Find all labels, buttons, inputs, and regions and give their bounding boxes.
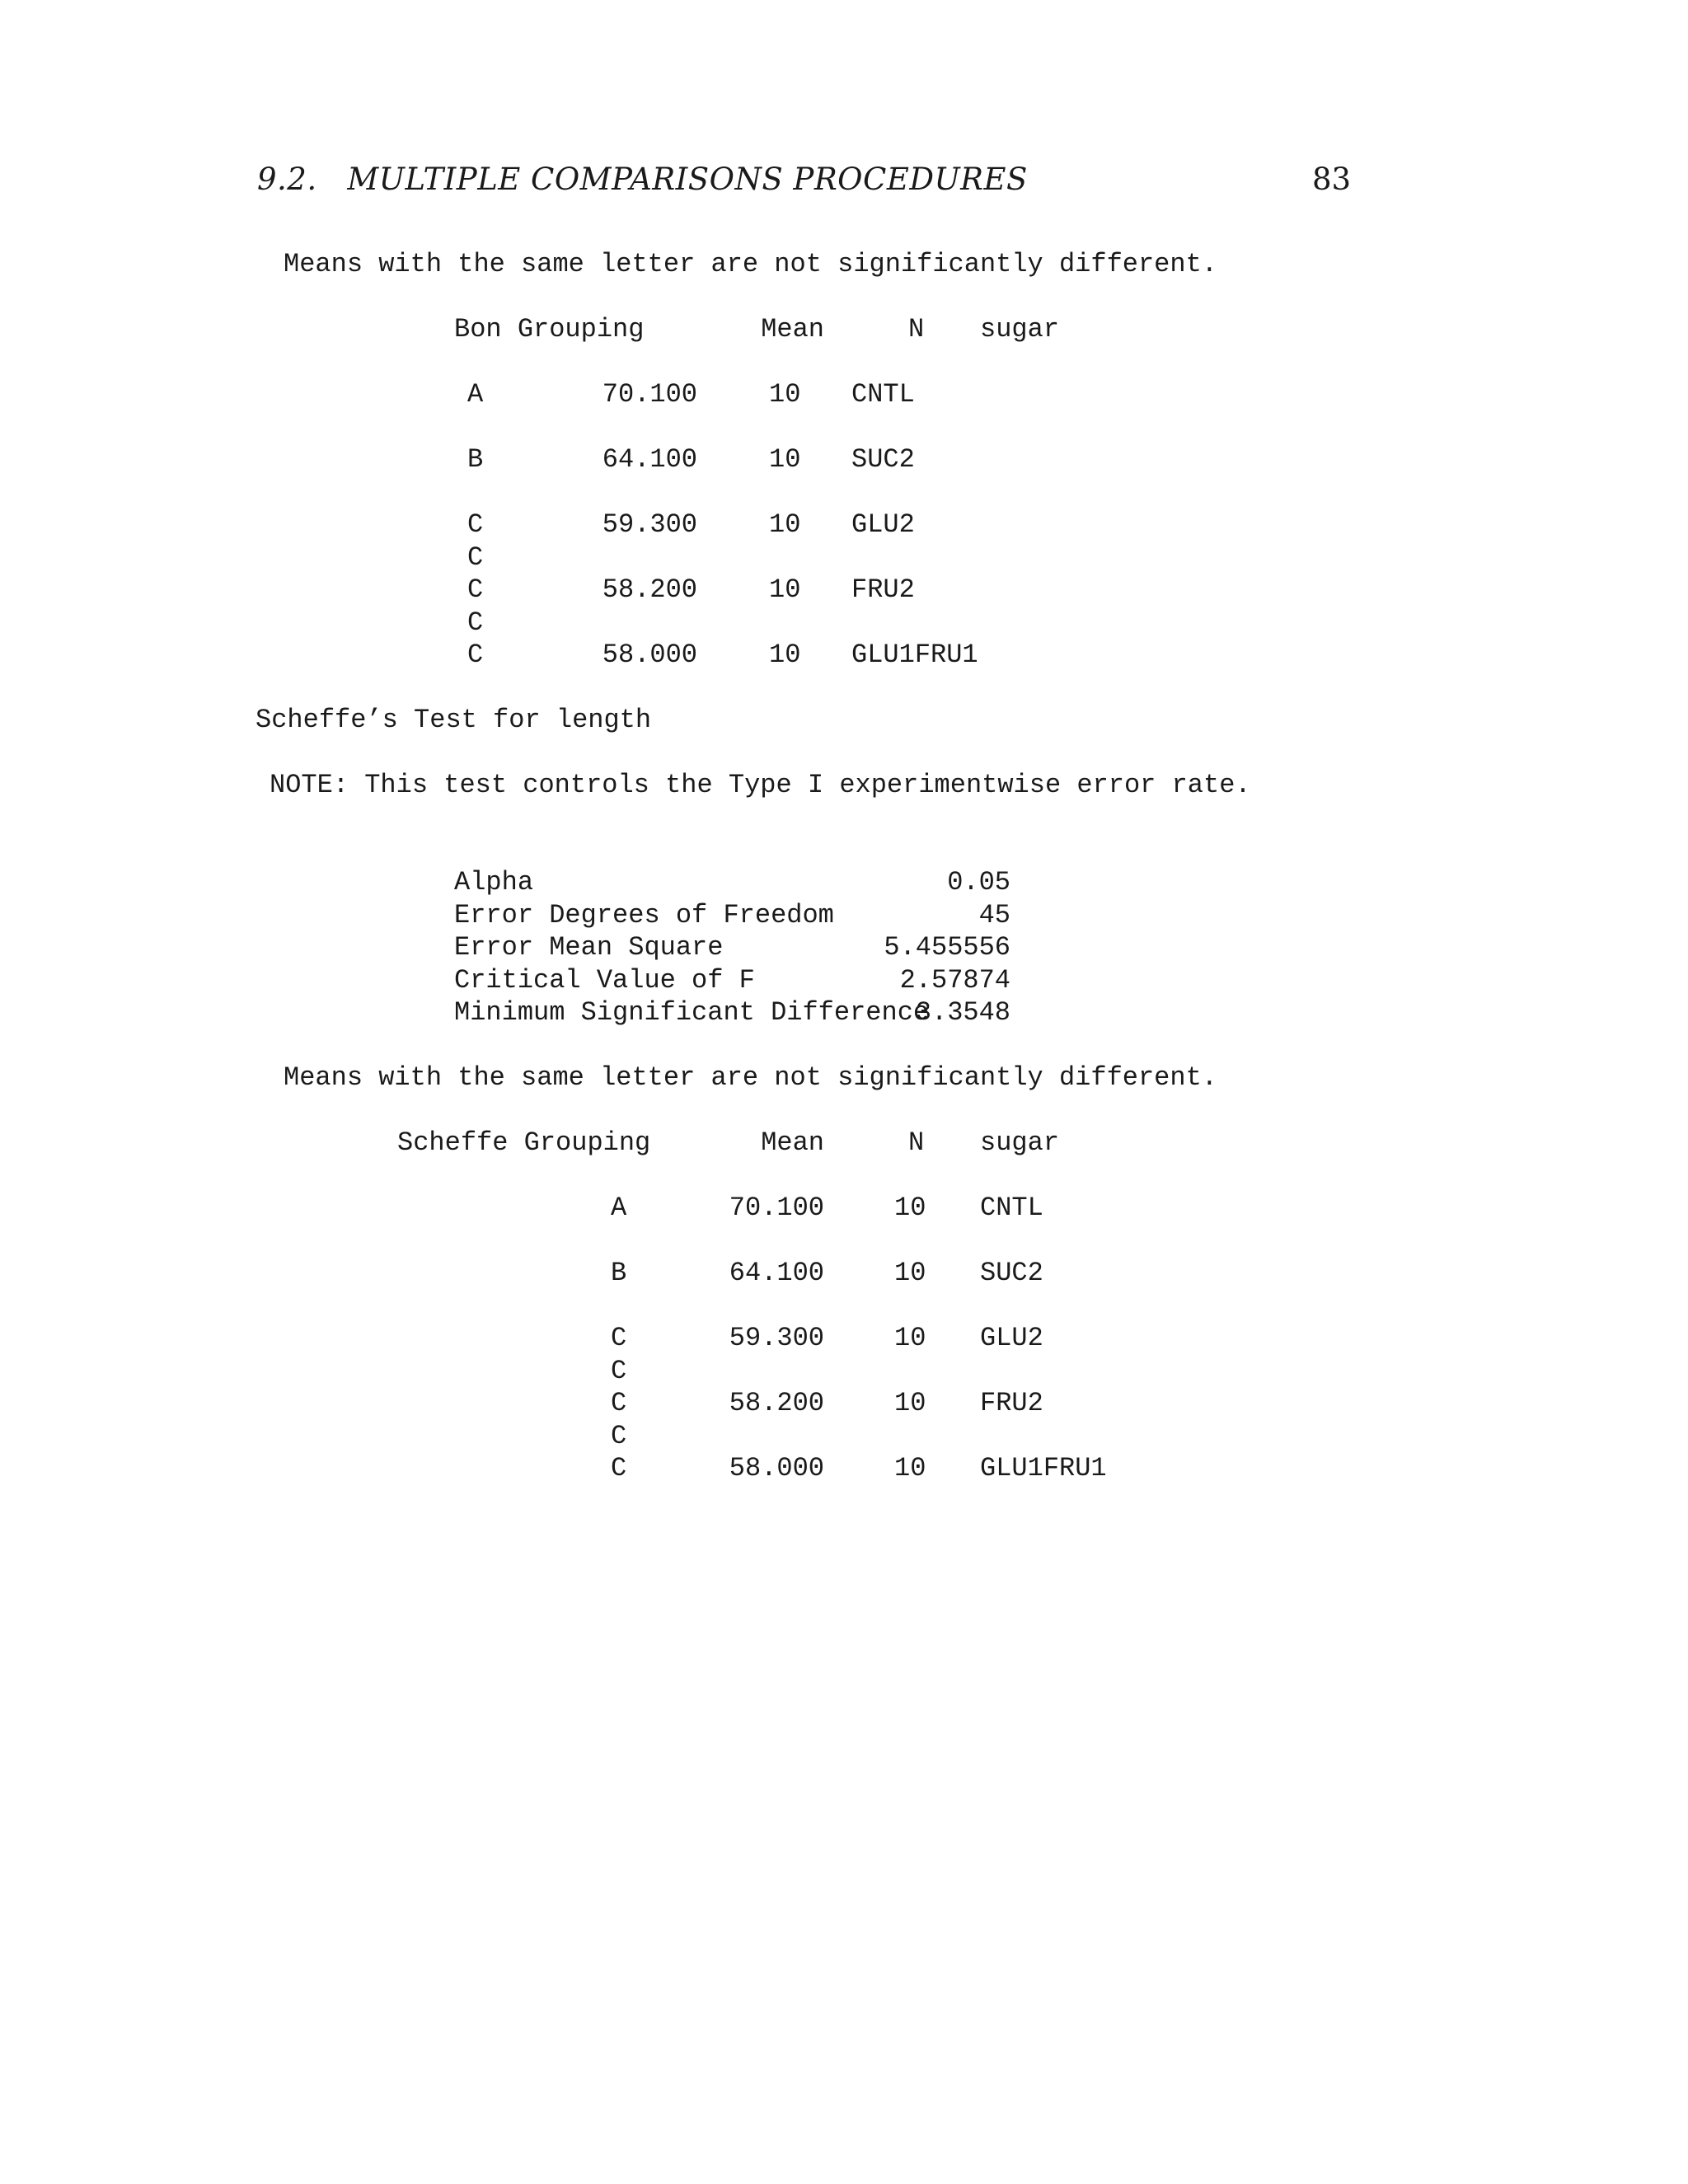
- bon-row-sugar: CNTL: [851, 379, 915, 410]
- stat-value: 3.3548: [915, 997, 1010, 1028]
- bon-row-sugar: GLU1FRU1: [851, 640, 978, 670]
- stat-value: 45: [978, 900, 1010, 930]
- stat-value: 5.455556: [884, 932, 1010, 963]
- bon-row-group: C: [467, 574, 484, 605]
- scheffe-row-n: 10: [894, 1258, 926, 1288]
- bon-row-group: C: [467, 607, 484, 638]
- scheffe-row-mean: 59.300: [729, 1323, 824, 1353]
- stat-label: Critical Value of F: [454, 965, 755, 996]
- scheffe-row-n: 10: [894, 1388, 926, 1418]
- bon-col-sugar: sugar: [980, 314, 1060, 344]
- scheffe-col-mean: Mean: [761, 1127, 824, 1158]
- bon-row-group: C: [467, 542, 484, 573]
- running-header-title: 9.2. MULTIPLE COMPARISONS PROCEDURES: [257, 162, 1028, 197]
- scheffe-row-sugar: GLU2: [980, 1323, 1043, 1353]
- bon-row-group: B: [467, 444, 484, 475]
- scheffe-row-mean: 70.100: [729, 1193, 824, 1223]
- bon-row-group: C: [467, 509, 484, 540]
- scheffe-row-n: 10: [894, 1453, 926, 1483]
- scheffe-row-group: A: [611, 1193, 627, 1223]
- bon-row-n: 10: [769, 444, 801, 475]
- bon-row-n: 10: [769, 574, 801, 605]
- bon-row-mean: 59.300: [602, 509, 697, 540]
- scheffe-heading: Scheffe’s Test for length: [256, 705, 652, 735]
- scheffe-row-group: C: [611, 1421, 627, 1451]
- scheffe-row-sugar: FRU2: [980, 1388, 1043, 1418]
- scheffe-col-sugar: sugar: [980, 1127, 1060, 1158]
- scheffe-row-mean: 58.000: [729, 1453, 824, 1483]
- bon-row-mean: 58.000: [602, 640, 697, 670]
- scheffe-row-mean: 64.100: [729, 1258, 824, 1288]
- scheffe-row-group: C: [611, 1388, 627, 1418]
- scheffe-row-group: C: [611, 1453, 627, 1483]
- bon-means-note: Means with the same letter are not significantly different.: [284, 249, 1217, 279]
- stat-value: 0.05: [947, 867, 1010, 898]
- bon-row-group: A: [467, 379, 484, 410]
- scheffe-col-n: N: [908, 1127, 925, 1158]
- stat-label: Minimum Significant Difference: [454, 997, 930, 1028]
- bon-col-mean: Mean: [761, 314, 824, 344]
- bon-row-mean: 70.100: [602, 379, 697, 410]
- scheffe-row-group: C: [611, 1356, 627, 1386]
- scheffe-note: NOTE: This test controls the Type I experimentwise error rate.: [270, 770, 1251, 800]
- bon-col-n: N: [908, 314, 925, 344]
- bon-row-mean: 64.100: [602, 444, 697, 475]
- bon-row-n: 10: [769, 379, 801, 410]
- scheffe-row-mean: 58.200: [729, 1388, 824, 1418]
- scheffe-row-sugar: CNTL: [980, 1193, 1043, 1223]
- stat-value: 2.57874: [899, 965, 1010, 996]
- scheffe-row-group: C: [611, 1323, 627, 1353]
- bon-row-sugar: FRU2: [851, 574, 915, 605]
- scheffe-row-group: B: [611, 1258, 627, 1288]
- bon-row-group: C: [467, 640, 484, 670]
- scheffe-row-sugar: GLU1FRU1: [980, 1453, 1107, 1483]
- scheffe-row-sugar: SUC2: [980, 1258, 1043, 1288]
- scheffe-row-n: 10: [894, 1323, 926, 1353]
- scheffe-row-n: 10: [894, 1193, 926, 1223]
- bon-row-n: 10: [769, 640, 801, 670]
- stat-label: Error Degrees of Freedom: [454, 900, 834, 930]
- page-number: 83: [1312, 162, 1352, 197]
- bon-row-sugar: SUC2: [851, 444, 915, 475]
- bon-row-mean: 58.200: [602, 574, 697, 605]
- stat-label: Error Mean Square: [454, 932, 724, 963]
- bon-row-n: 10: [769, 509, 801, 540]
- scheffe-means-note: Means with the same letter are not significantly different.: [284, 1062, 1217, 1093]
- bon-row-sugar: GLU2: [851, 509, 915, 540]
- stat-label: Alpha: [454, 867, 534, 898]
- scheffe-col-grouping: Scheffe Grouping: [397, 1127, 651, 1158]
- bon-col-grouping: Bon Grouping: [454, 314, 645, 344]
